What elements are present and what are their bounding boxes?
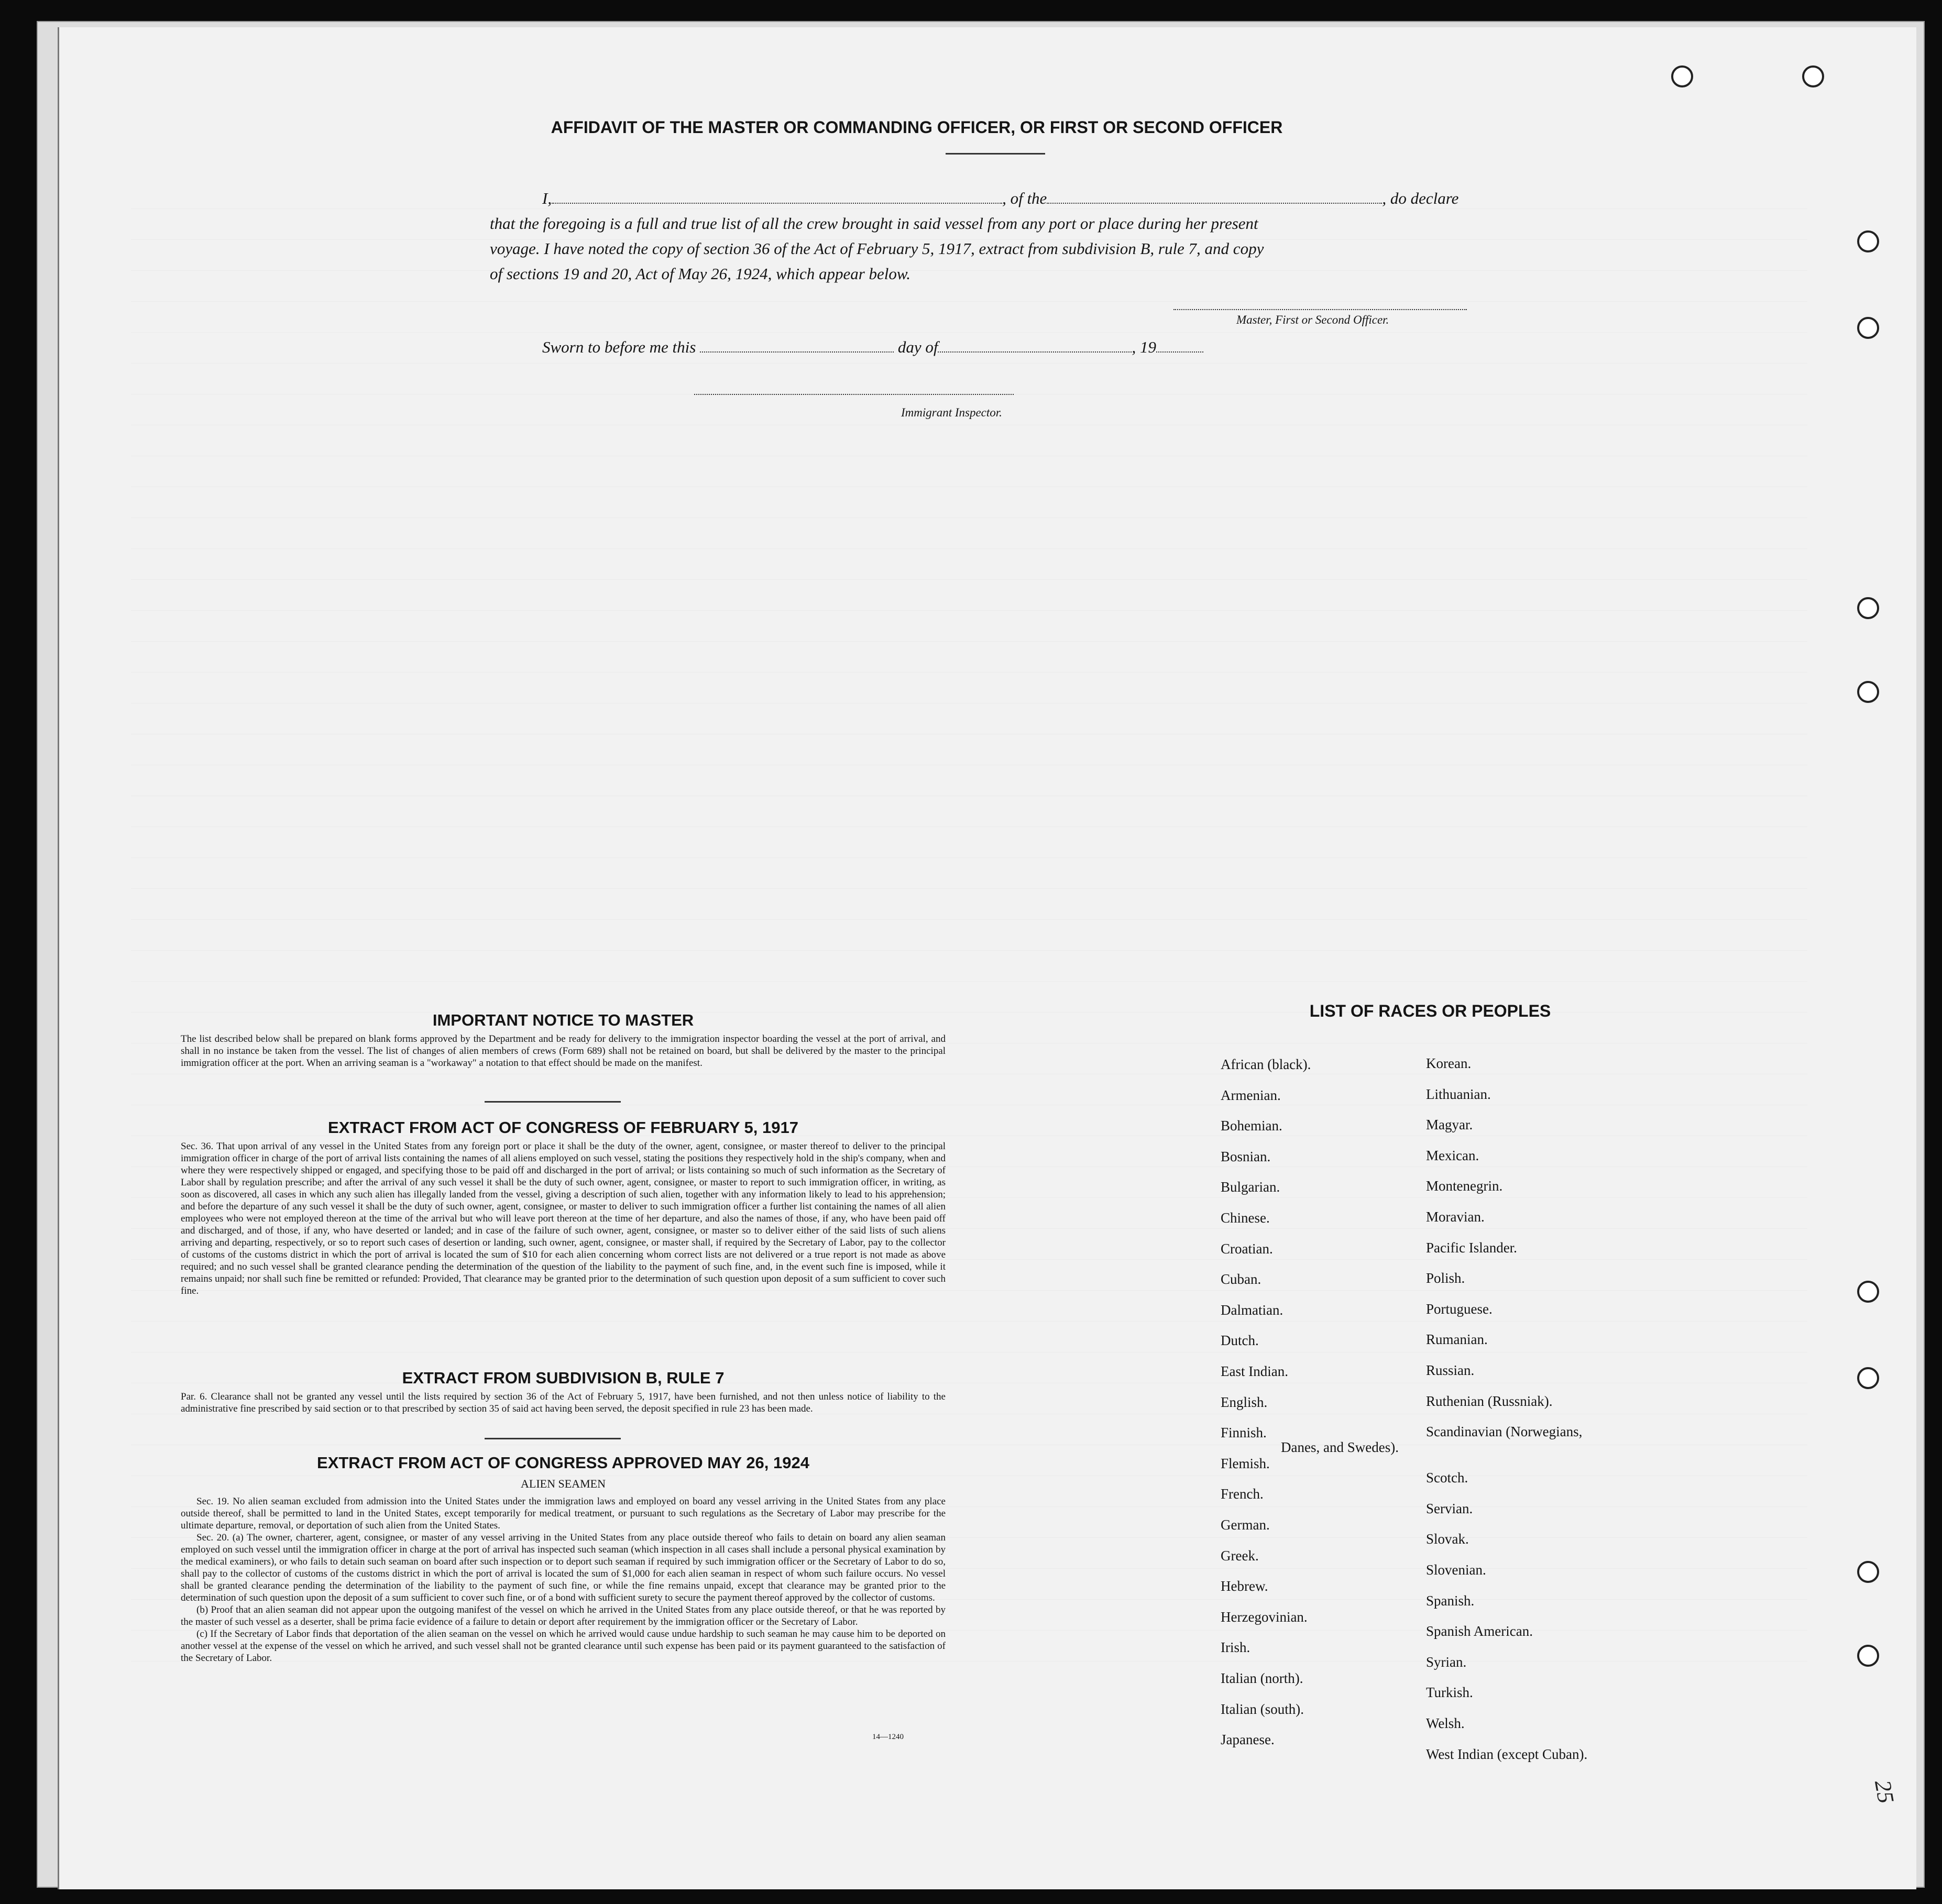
race-item: Herzegovinian. (1221, 1609, 1308, 1625)
race-item: West Indian (except Cuban). (1426, 1746, 1588, 1762)
race-item: Slovak. (1426, 1531, 1469, 1547)
race-item: Flemish. (1221, 1455, 1270, 1471)
race-item: Slovenian. (1426, 1561, 1486, 1578)
master-label: Master, First or Second Officer. (1236, 313, 1389, 326)
punch-hole (1857, 681, 1879, 703)
affidavit-line-1a: I, (542, 189, 552, 207)
day-of-text: day of (897, 338, 938, 356)
affidavit-title: AFFIDAVIT OF THE MASTER OR COMMANDING OFFICER, OR FIRST OR SECOND OFFICER (551, 118, 1283, 137)
race-item: German. (1221, 1517, 1270, 1533)
alien-seamen-subtitle: ALIEN SEAMEN (521, 1477, 606, 1490)
punch-hole (1802, 65, 1824, 87)
vessel-blank (1047, 203, 1382, 204)
race-item: Dutch. (1221, 1333, 1259, 1349)
race-item: Spanish American. (1426, 1623, 1533, 1639)
punch-hole (1857, 597, 1879, 619)
name-blank (552, 203, 1002, 204)
extract-1917-text: Sec. 36. That upon arrival of any vessel in the United States from any foreign port or place it shall be the duty of the owner, agent, consignee, or master thereof to deliver to the principal immigration officer in charge of the port of arrival lists containing the names of all aliens employed on such vessel, stating the positions they respectively hold in the ship's company, when and where they were respectively shipped or engaged, and specifying those to be paid off and discharged in the port of arrival; or lists containing so much of such information as the Secretary of Labor shall by regulation prescribe; and after the arrival of any such vessel it shall be the duty of such owner, agent, consignee, or master to report to such immigration officer, in writing, as soon as discovered, all cases in which any such alien has illegally landed from the vessel, giving a description of such alien, together with any information likely to lead to his apprehension; and before the departure of any such vessel it shall be the duty of such owner, agent, consignee, or master to deliver to such immigration officer a further list containing the names of all alien employees who were not employed thereon at the time of the arrival but who will leave port thereon at the time of her departure, and also the names of those, if any, who have been paid off and discharged, and of those, if any, who have deserted or landed; and in case of the failure of such owner, agent, consignee, or master so to deliver either of the said lists of such aliens arriving and departing, respectively, or so to report such cases of desertion or landing, such owner, agent, consignee, or master shall, if required by the Secretary of Labor, pay to the collector of customs of the customs district in which the port of arrival is located the sum of $10 for each alien concerning whom correct lists are not delivered or a true report is not made as above required; and no such vessel shall be granted clearance pending the determination of the question of the liability to the payment of such fine, and, in the event such fine is imposed, while it remains unpaid; nor shall such fine be remitted or refunded: Provided, That clearance may be granted prior to the determination of such question upon deposit of a sum sufficient to cover such fine. (181, 1141, 946, 1296)
punch-hole (1857, 1281, 1879, 1303)
race-item: Polish. (1426, 1270, 1465, 1286)
section-20a-text: Sec. 20. (a) The owner, charterer, agent, consignee, or master of any vessel arriving in the United States from any place outside thereof who fails to detain on board any alien seaman employed on such vessel until the immigration officer in charge at the port of arrival has inspected such seaman (which inspection in all cases shall include a personal physical examination by the medical examiners), or who fails to detain such seaman on board after such inspection or to deport such seaman if required by such immigration officer or the Secretary of Labor to do so, shall pay to the collector of customs of the customs district in which the port of arrival is located the sum of $1,000 for each alien seaman in respect of whom such failure occurs. No vessel shall be granted clearance pending the determination of the liability to the payment of such fine, or while the fine remains unpaid, except that clearance may be granted prior to the determination of such question upon the deposit of a sum sufficient to cover such fine, or of a bond with sufficient surety to secure the payment thereof approved by the collector of customs. (181, 1532, 946, 1603)
section-20c-text: (c) If the Secretary of Labor finds that deportation of the alien seaman on the vessel on which he arrived would cause undue hardship to such seaman he may cause him to be deported on another vessel at the expense of the vessel on which he arrived, and such vessel shall not be granted clearance until such expense has been paid or its payment guaranteed to the satisfaction of the Secretary of Labor. (181, 1628, 946, 1664)
race-item: Turkish. (1426, 1685, 1473, 1701)
race-item: Montenegrin. (1426, 1178, 1503, 1194)
race-item: African (black). (1221, 1056, 1311, 1072)
race-item: Bohemian. (1221, 1118, 1282, 1134)
affidavit-body (490, 186, 1527, 287)
race-item: Bulgarian. (1221, 1179, 1280, 1195)
notice-title: IMPORTANT NOTICE TO MASTER (432, 1011, 694, 1029)
year-prefix: , 19 (1132, 338, 1156, 356)
punch-hole (1857, 317, 1879, 339)
race-item: Croatian. (1221, 1240, 1273, 1257)
race-item: Cuban. (1221, 1271, 1261, 1287)
race-item: Korean. (1426, 1055, 1472, 1071)
affidavit-line-4: of sections 19 and 20, Act of May 26, 1924, which appear below. (490, 265, 911, 283)
affidavit-line-2: that the foregoing is a full and true list of all the crew brought in said vessel from any port or place during her present (490, 214, 1258, 233)
race-item: East Indian. (1221, 1363, 1288, 1379)
section-20b-text: (b) Proof that an alien seaman did not appear upon the outgoing manifest of the vessel on which he arrived in the United States from any place outside thereof, or that he was reported by the master of such vessel as a deserter, shall be prima facie evidence of a failure to detain or deport after requirement by the immigration officer or the Secretary of Labor. (181, 1604, 946, 1627)
race-item: Italian (south). (1221, 1701, 1304, 1717)
race-item: Armenian. (1221, 1087, 1281, 1103)
day-blank (700, 351, 894, 353)
divider (946, 153, 1045, 155)
extract-1924-text (181, 1495, 946, 1664)
race-item: English. (1221, 1394, 1268, 1410)
race-item: Rumanian. (1426, 1331, 1488, 1348)
divider (485, 1438, 621, 1439)
race-item: Finnish. (1221, 1425, 1267, 1441)
punch-hole (1857, 230, 1879, 252)
race-item: Syrian. (1426, 1654, 1467, 1670)
race-item: Welsh. (1426, 1715, 1465, 1731)
handwritten-note: 25 (1870, 1778, 1899, 1806)
inspector-label: Immigrant Inspector. (901, 406, 1002, 419)
rule-7-title: EXTRACT FROM SUBDIVISION B, RULE 7 (402, 1369, 725, 1387)
master-signature-line (1173, 309, 1467, 310)
race-item: Dalmatian. (1221, 1302, 1283, 1318)
extract-1917-title: EXTRACT FROM ACT OF CONGRESS OF FEBRUARY 5, 1917 (328, 1118, 798, 1137)
race-item: Servian. (1426, 1500, 1473, 1516)
affidavit-line-1b: , of the (1002, 189, 1047, 207)
inspector-signature-line (694, 394, 1014, 395)
race-item: Chinese. (1221, 1210, 1270, 1226)
race-item: Lithuanian. (1426, 1086, 1491, 1102)
race-item: French. (1221, 1486, 1264, 1502)
race-item: Greek. (1221, 1547, 1259, 1564)
race-item: Russian. (1426, 1362, 1475, 1378)
divider (485, 1101, 621, 1103)
punch-hole (1857, 1561, 1879, 1583)
punch-hole (1857, 1367, 1879, 1389)
race-item: Hebrew. (1221, 1578, 1268, 1594)
month-blank (938, 351, 1132, 353)
notice-text: The list described below shall be prepared on blank forms approved by the Department and be ready for delivery to the immigration inspector boarding the vessel at the port of arrival, and shall in no instance be taken from the vessel. The list of changes of alien members of crews (Form 689) shall not be retained on board, but shall be delivered by the master to the principal immigration officer at the port. When an arriving seaman is a "workaway" a notation to that effect should be made on the manifest. (181, 1033, 946, 1069)
section-19-text: Sec. 19. No alien seaman excluded from admission into the United States under the immigration laws and employed on board any vessel arriving in the United States from any place outside thereof, shall be permitted to land in the United States, except temporarily for medical treatment, or pursuant to such regulations as the Secretary of Labor may prescribe for the ultimate departure, removal, or deportation of such alien from the United States. (181, 1496, 946, 1531)
form-number: 14—1240 (872, 1733, 904, 1741)
punch-hole (1857, 1645, 1879, 1667)
affidavit-line-1c: , do declare (1382, 189, 1459, 207)
race-item: Portuguese. (1426, 1301, 1493, 1317)
race-item: Magyar. (1426, 1117, 1473, 1133)
sworn-text: Sworn to before me this (542, 338, 696, 356)
race-item: Scandinavian (Norwegians, (1426, 1424, 1583, 1440)
race-item: Pacific Islander. (1426, 1239, 1517, 1256)
race-item: Danes, and Swedes). (1281, 1439, 1399, 1455)
race-item: Italian (north). (1221, 1670, 1303, 1686)
race-item: Spanish. (1426, 1592, 1475, 1609)
race-item: Scotch. (1426, 1470, 1468, 1486)
affidavit-line-1 (542, 186, 1527, 211)
extract-1924-title: EXTRACT FROM ACT OF CONGRESS APPROVED MAY 26, 1924 (317, 1454, 809, 1472)
race-item: Bosnian. (1221, 1148, 1271, 1164)
punch-hole (1671, 65, 1693, 87)
rule-7-text: Par. 6. Clearance shall not be granted any vessel until the lists required by section 36 of the Act of February 5, 1917, have been furnished, and not then unless notice of liability to the administrative fine prescribed by said section or to that prescribed by section 35 of said act having been served, the deposit specified in rule 23 has been made. (181, 1391, 946, 1414)
year-blank (1156, 351, 1203, 353)
race-item: Japanese. (1221, 1732, 1275, 1748)
races-title: LIST OF RACES OR PEOPLES (1309, 1001, 1551, 1020)
sworn-line (542, 338, 1203, 357)
race-item: Moravian. (1426, 1209, 1485, 1225)
race-item: Irish. (1221, 1639, 1250, 1656)
affidavit-line-3: voyage. I have noted the copy of section 36 of the Act of February 5, 1917, extract from subdivision B, rule 7, and copy (490, 239, 1264, 258)
race-item: Ruthenian (Russniak). (1426, 1393, 1553, 1409)
race-item: Mexican. (1426, 1147, 1479, 1163)
